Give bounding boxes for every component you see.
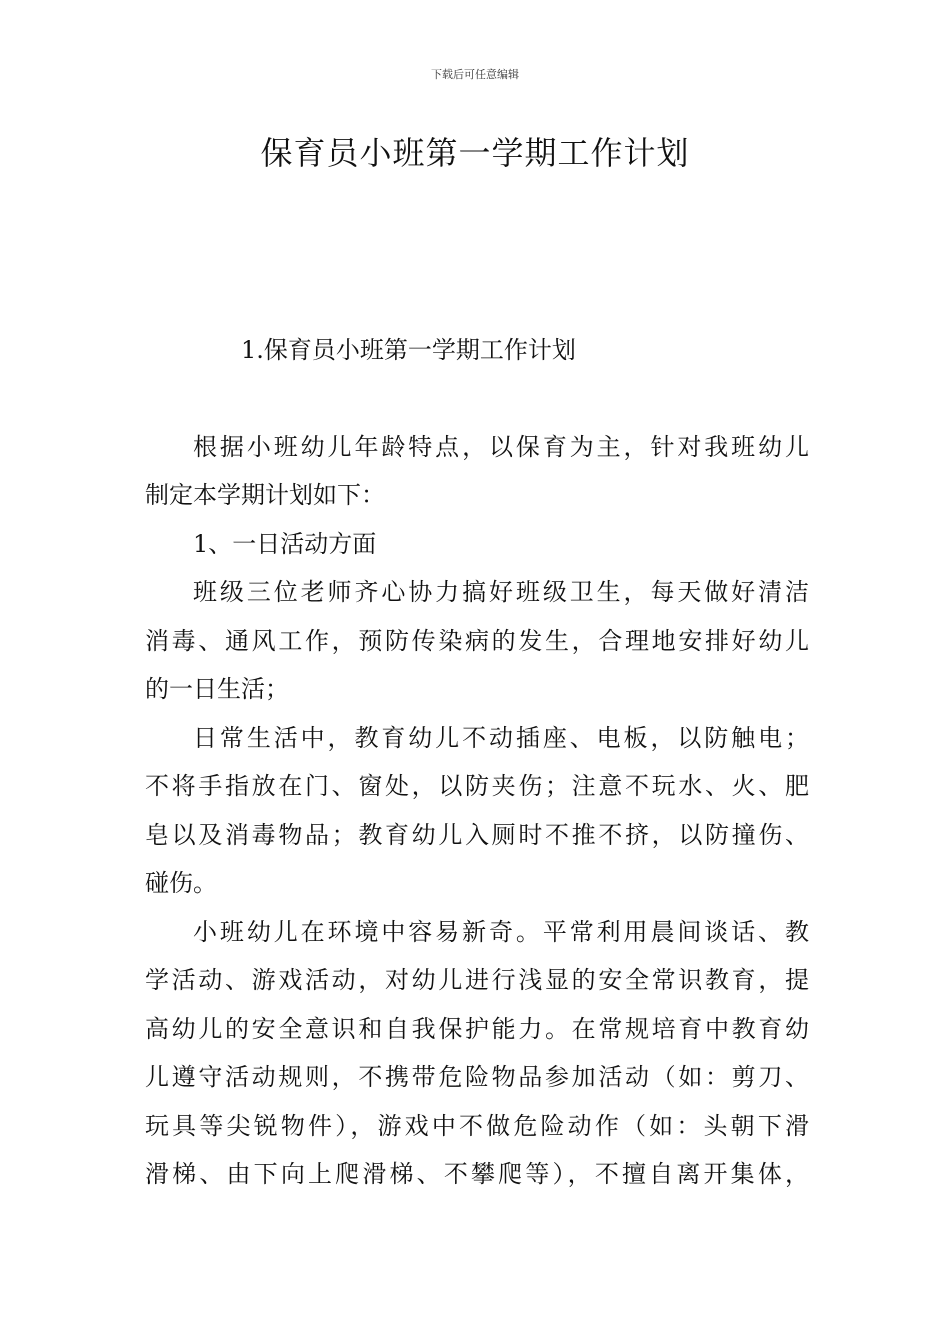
paragraph-daily-activities-heading	[145, 520, 809, 569]
paragraph-line: 皂以及消毒物品；教育幼儿入厕时不推不挤，以防撞伤、	[145, 820, 809, 849]
paragraph-hygiene	[145, 568, 809, 714]
paragraph-line: 根据小班幼儿年龄特点，以保育为主，针对我班幼儿	[193, 432, 809, 461]
section-heading	[145, 326, 809, 375]
paragraph-intro	[145, 423, 809, 520]
paragraph-safety-education	[145, 908, 809, 1199]
paragraph-line: 日常生活中，教育幼儿不动插座、电板，以防触电；	[193, 723, 809, 752]
paragraph-line: 学活动、游戏活动，对幼儿进行浅显的安全常识教育，提	[145, 966, 809, 994]
paragraph-line: 高幼儿的安全意识和自我保护能力。在常规培育中教育幼	[145, 1014, 809, 1043]
paragraph-line: 消毒、通风工作，预防传染病的发生，合理地安排好幼儿	[145, 626, 809, 655]
paragraph-line: 碰伤。	[145, 869, 217, 897]
paragraph-line: 儿遵守活动规则，不携带危险物品参加活动（如：剪刀、	[145, 1063, 809, 1091]
document-body	[145, 326, 809, 1199]
paragraph-line: 不将手指放在门、窗处，以防夹伤；注意不玩水、火、肥	[145, 772, 809, 800]
paragraph-line: 1、一日活动方面	[193, 529, 377, 558]
paragraph-line: 的一日生活；	[145, 675, 289, 703]
paragraph-daily-safety	[145, 714, 809, 908]
header-note: 下载后可任意编辑	[431, 68, 519, 81]
paragraph-line: 班级三位老师齐心协力搞好班级卫生，每天做好清洁	[193, 578, 809, 606]
paragraph-line: 小班幼儿在环境中容易新奇。平常利用晨间谈话、教	[193, 917, 809, 946]
document-title: 保育员小班第一学期工作计划	[260, 134, 690, 172]
paragraph-line: 滑梯、由下向上爬滑梯、不攀爬等），不擅自离开集体，	[145, 1160, 809, 1188]
paragraph-line: 玩具等尖锐物件），游戏中不做危险动作（如：头朝下滑	[145, 1111, 809, 1140]
paragraph-line: 制定本学期计划如下：	[145, 481, 385, 509]
section-heading-text: 1.保育员小班第一学期工作计划	[241, 336, 576, 364]
